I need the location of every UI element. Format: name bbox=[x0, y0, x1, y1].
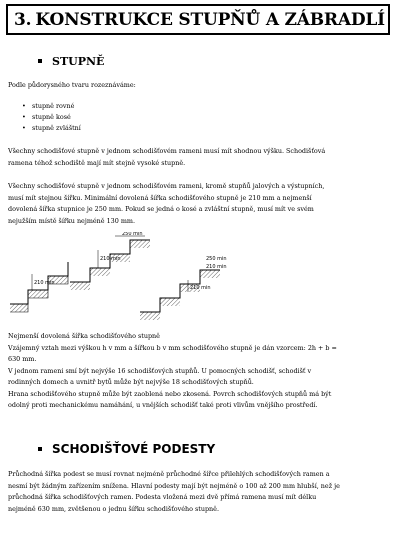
list-item: • stupně rovné bbox=[32, 101, 81, 112]
list-item: • stupně zvláštní bbox=[32, 123, 81, 134]
dimension-label: 210 min bbox=[206, 264, 227, 270]
dimension-label: 210 min bbox=[190, 285, 211, 291]
intro-text: Podle půdorysného tvaru rozeznáváme: bbox=[8, 81, 136, 89]
dimension-label: 250 min bbox=[122, 232, 143, 237]
chapter-title-text: KONSTRUKCE STUPŇŮ A ZÁBRADLÍ bbox=[35, 9, 385, 30]
dimension-label: 250 min bbox=[206, 256, 227, 262]
chapter-title bbox=[6, 4, 390, 35]
dimension-label: 210 min bbox=[100, 256, 121, 262]
paragraph-width: Všechny schodišťové stupně v jednom schodišťovém rameni, kromě stupňů jalových a výstupních, musí mít stejnou šířku. Minimální dovolená šířka schodišťového stupně je 210 mm a nejmenší dovolená šířka stupnice je 250 mm. Pokud se jedná o kosé a zvláštní stupně, musí mít ve svém nejužším místě šířku nejméně 130 mm. bbox=[8, 182, 325, 225]
paragraph-height: Všechny schodišťové stupně v jednom schodišťovém rameni musí mít shodnou výšku. Schodišťová ramena téhož schodiště mají mít stejně vysoké stupně. bbox=[8, 147, 326, 167]
heading-bullet-icon bbox=[38, 59, 42, 63]
list-item: • stupně kosé bbox=[32, 112, 81, 123]
dimension-label: 210 min bbox=[34, 280, 55, 286]
paragraph-rules: Nejmenší dovolená šířka schodišťového stupně Vzájemný vztah mezi výškou h v mm a šířkou b v mm schodišťového stupně je dán vzorcem: 2h + b = 630 mm. V jednom rameni smí být nejvýše 16 schodišťových stupňů. U pomocných schodišť, schodišť v rodinných domech a uvnitř bytů může být nejvýše 18 schodišťových stupňů. Hrana schodišťového stupně může být zaoblená nebo zkosená. Povrch schodišťových stupňů má být odolný proti mechanickému namáhání, u vnějších schodišť také proti vlivům vnějšího prostředí. bbox=[8, 332, 337, 409]
stair-drawing-winder bbox=[140, 256, 227, 320]
paragraph-landings: Průchodná šířka podest se musí rovnat nejméně průchodné šířce přilehlých schodišťových ramen a nesmí být žádným zařízením snížena. Hlavní podesty mají být nejméně o 100 až 200 mm hlubší, než je průchodná šířka schodišťových ramen. Podesta vložená mezi dvě přímá ramena musí mít délku nejméně 630 mm, zvětšenou o jednu šířku schodišťového stupně. bbox=[8, 470, 340, 513]
stair-drawing-large bbox=[70, 232, 150, 290]
stair-figure-right bbox=[140, 252, 250, 324]
stair-drawing-small bbox=[10, 262, 68, 312]
chapter-number: 3. bbox=[14, 9, 32, 30]
step-type-list bbox=[32, 101, 81, 134]
section-heading-podesty: SCHODIŠŤOVÉ PODESTY bbox=[38, 442, 215, 456]
heading-bullet-icon bbox=[38, 447, 42, 451]
section-heading-stupne: STUPNĚ bbox=[38, 55, 104, 68]
